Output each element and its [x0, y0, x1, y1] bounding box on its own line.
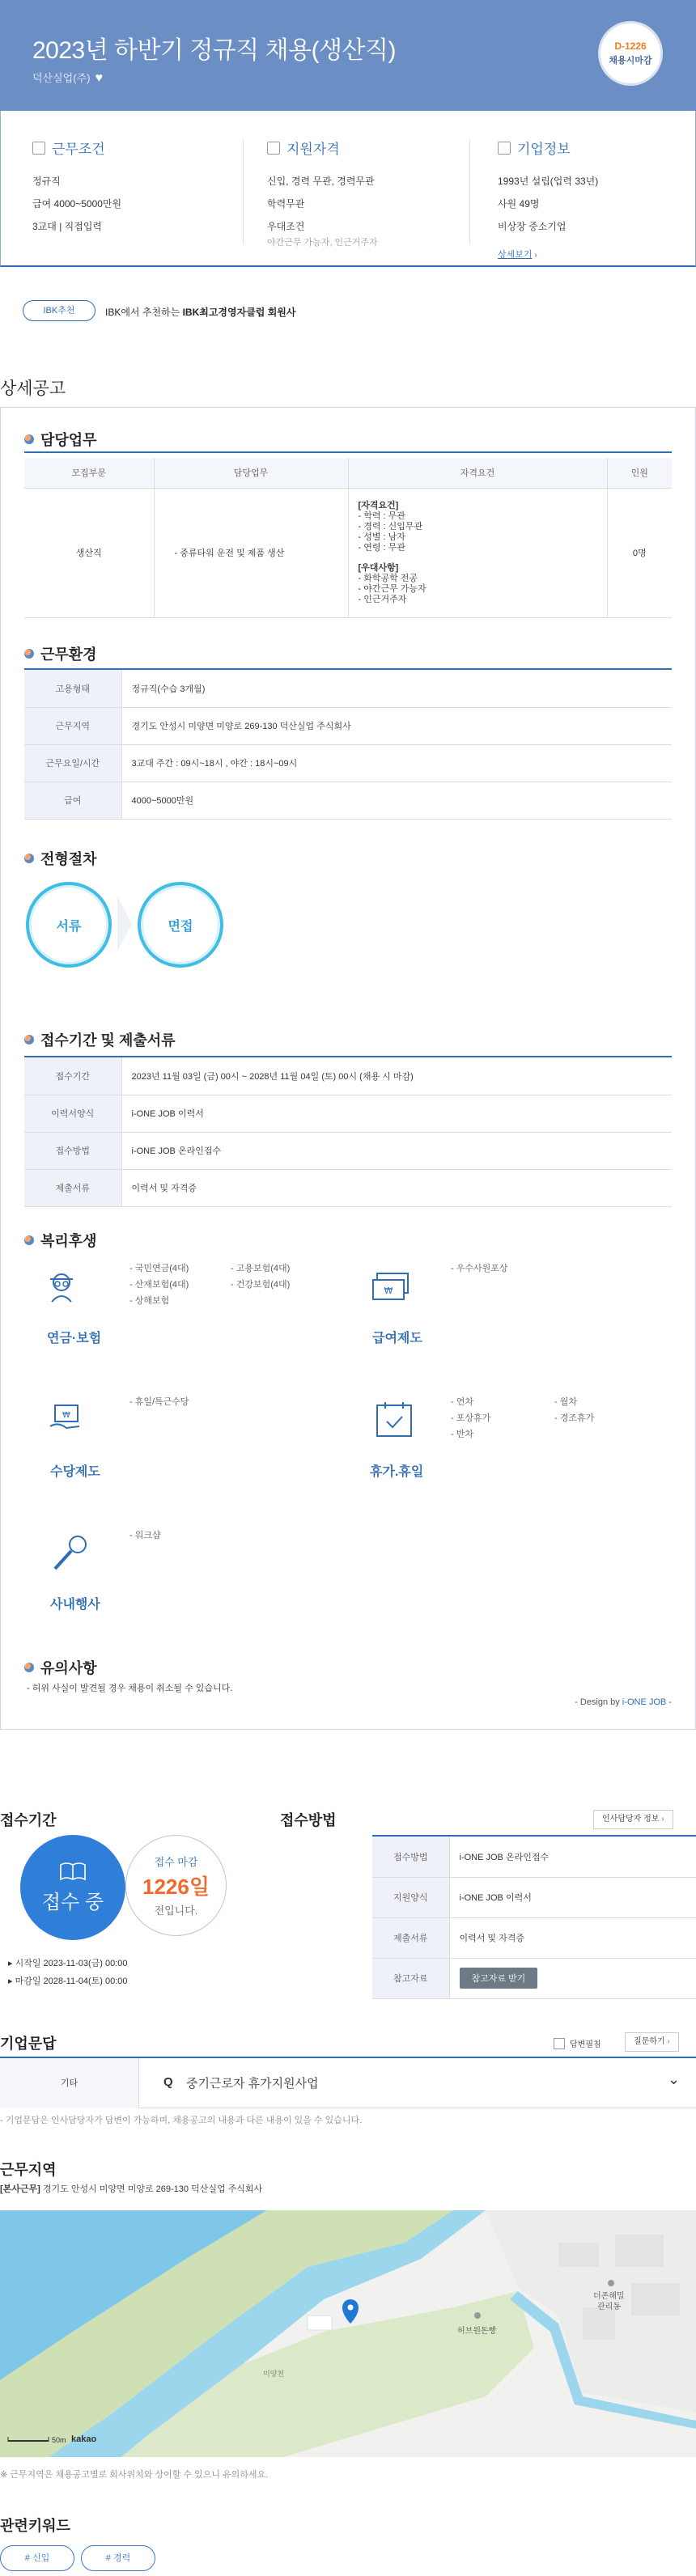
qa-title: 기업문답: [0, 2036, 57, 2052]
welfare-item: - 워크샵: [129, 1531, 161, 1540]
end-date: ▸ 마감일 2028-11-04(토) 00:00: [8, 1976, 128, 1986]
dday-label: 채용시마감: [609, 56, 652, 66]
checkbox[interactable]: [554, 2038, 565, 2049]
notice-text: - 허위 사실이 발견될 경우 채용이 취소될 수 있습니다.: [27, 1684, 233, 1693]
answered-label[interactable]: 답변필침: [570, 2040, 601, 2049]
map-label: 관리동: [597, 2303, 621, 2311]
table-row: [372, 1837, 696, 1877]
row-key: 제출서류: [372, 1917, 449, 1958]
row-key: 근무요일/시간: [24, 744, 121, 782]
welfare-list: [451, 1394, 490, 1443]
company-name-text[interactable]: 덕산실업(주): [32, 72, 91, 84]
chevron-right-icon[interactable]: ›: [667, 2037, 670, 2046]
col-header: 모집부문: [24, 458, 154, 488]
welfare-label: 사내행사: [50, 1598, 100, 1612]
welfare-item: - 연차: [451, 1397, 473, 1407]
welfare-item: - 반차: [451, 1430, 473, 1439]
map-label: 더존해밀: [593, 2292, 625, 2301]
summary-company-item: 1993년 설립(업력 33년): [498, 176, 599, 187]
summary-company-item: 사원 49명: [498, 198, 540, 210]
allowance-icon: [47, 1402, 86, 1438]
contact-button[interactable]: [593, 1810, 673, 1829]
welfare-list: [129, 1527, 161, 1544]
col-header: 담당업무: [154, 458, 348, 488]
divider: [469, 139, 470, 244]
row-key: 참고자료: [372, 1958, 449, 1998]
row-value: 이력서 및 자격증: [449, 1917, 696, 1958]
divider: [243, 139, 244, 244]
req-title: [자격요건]: [358, 500, 399, 511]
summary-qual-title: 지원자격: [286, 142, 340, 157]
table-row: [24, 1057, 672, 1095]
salary-icon: [371, 1270, 411, 1306]
row-value: i-ONE JOB 이력서: [449, 1877, 696, 1917]
company-detail-link[interactable]: 상세보기: [498, 250, 533, 260]
design-pre: - Design by: [575, 1697, 622, 1707]
summary-company-item: 비상장 중소기업: [498, 221, 567, 232]
bullet-icon: [24, 1035, 34, 1044]
duty-title: 담당업무: [40, 432, 97, 448]
apply-table: [24, 1057, 672, 1207]
keyword-tag[interactable]: # 경력: [81, 2545, 155, 2571]
row-key: 근무지역: [24, 707, 121, 744]
heart-icon[interactable]: ♥: [95, 71, 103, 85]
ibk-badge: IBK추천: [23, 300, 95, 321]
end-date-text: 마감일 2028-11-04(토) 00:00: [15, 1976, 128, 1986]
welfare-list: [129, 1394, 189, 1410]
summary-company-title: 기업정보: [517, 142, 571, 157]
ask-button-label[interactable]: 질문하기: [634, 2037, 665, 2046]
welfare-label: 급여제도: [372, 1332, 422, 1345]
welfare-item: - 건강보험(4대): [231, 1280, 291, 1290]
pref-item: - 화학공학 전공: [358, 573, 418, 583]
keyword-tag[interactable]: # 신입: [0, 2545, 74, 2571]
welfare-item: - 산재보험(4대): [129, 1280, 189, 1290]
welfare-list: [451, 1260, 507, 1277]
address-text: 경기도 안성시 미양면 미양로 269-130 덕산실업 주식회사: [42, 2184, 263, 2194]
welfare-heading: [24, 1230, 97, 1251]
status-text: 접수 중: [41, 1891, 104, 1913]
address: [0, 2182, 262, 2195]
table-row: [24, 488, 672, 617]
answered-filter[interactable]: [554, 2037, 601, 2049]
welfare-item: - 포상휴가: [451, 1413, 491, 1423]
ask-button[interactable]: [625, 2032, 679, 2052]
bullet-icon: [24, 434, 34, 444]
welfare-item: - 우수사원포상: [451, 1264, 508, 1273]
row-key: 지원양식: [372, 1877, 449, 1917]
welfare-list: [129, 1260, 189, 1309]
pref-item: - 야간근무 가능자: [358, 583, 427, 594]
pref-item: - 인근거주자: [358, 594, 407, 604]
table-row: [24, 1132, 672, 1169]
book-icon: [59, 1862, 87, 1881]
row-value: 정규직(수습 3개월): [121, 670, 672, 707]
table-row: [24, 707, 672, 744]
map-label: 허브원돈빵: [457, 2327, 497, 2336]
ibk-text-pre: IBK에서 추천하는: [105, 307, 183, 318]
qa-question[interactable]: 중기근로자 휴가지원사업: [186, 2077, 319, 2091]
start-date-text: 시작일 2023-11-03(금) 00:00: [15, 1959, 128, 1968]
design-brand: i-ONE JOB: [622, 1697, 667, 1707]
welfare-label: 연금·보험: [47, 1332, 102, 1345]
table-row: [24, 670, 672, 707]
period-title: 접수기간: [0, 1812, 57, 1828]
col-header: 자격요건: [348, 458, 607, 488]
env-title: 근무환경: [40, 646, 97, 663]
location-title: 근무지역: [0, 2162, 57, 2178]
row-key: 제출서류: [24, 1169, 121, 1206]
arrow-icon: [117, 896, 132, 951]
ibk-text-bold: IBK최고경영자클럽 회원사: [182, 307, 296, 318]
address-tag: [본사근무]: [0, 2184, 40, 2194]
welfare-label: 수당제도: [50, 1465, 100, 1479]
summary-qual-sub: 야간근무 가능자, 인근거주자: [267, 238, 378, 248]
chevron-right-icon[interactable]: ›: [532, 251, 537, 260]
req-item: - 성별 : 남자: [358, 532, 405, 542]
welfare-item: - 경조휴가: [554, 1413, 595, 1423]
pref-title: [우대사항]: [358, 562, 399, 573]
summary-work-item: 급여 4000~5000만원: [32, 198, 122, 210]
method-table: [372, 1837, 696, 1999]
row-key: 접수기간: [24, 1057, 121, 1095]
row-key: 접수방법: [372, 1837, 449, 1877]
row-value: i-ONE JOB 온라인접수: [449, 1837, 696, 1877]
map[interactable]: [0, 2210, 696, 2457]
ibk-text: [105, 305, 295, 319]
method-title: 접수방법: [280, 1812, 337, 1828]
design-post: -: [666, 1697, 672, 1707]
chevron-right-icon[interactable]: ›: [661, 1815, 664, 1824]
remain-label: 접수 마감: [154, 1856, 198, 1868]
dday-badge: [598, 21, 663, 86]
company-name[interactable]: [32, 70, 103, 86]
summary-qual-item: 학력무관: [267, 198, 305, 210]
summary-qual-item: 우대조건: [267, 221, 305, 232]
remain-circle: [125, 1835, 227, 1936]
duty-count: 0명: [607, 488, 672, 617]
welfare-list: [231, 1260, 290, 1293]
apply-heading: [24, 1029, 176, 1050]
design-credit: [575, 1697, 672, 1707]
duty-dept: 생산직: [24, 488, 154, 617]
svg-text:₩: ₩: [62, 1411, 70, 1420]
map-label: 미양천: [263, 2370, 285, 2378]
duty-task: - 중류타워 운전 및 제품 생산: [154, 488, 348, 617]
document-icon: [267, 142, 280, 155]
contact-button-label[interactable]: 인사담당자 정보: [602, 1815, 660, 1824]
row-key: 접수방법: [24, 1132, 121, 1169]
microphone-icon: [49, 1533, 89, 1577]
welfare-item: - 월차: [554, 1397, 577, 1407]
welfare-item: - 휴일/특근수당: [129, 1397, 189, 1407]
row-key: 급여: [24, 782, 121, 819]
divider: [24, 451, 672, 453]
req-item: - 학력 : 무관: [358, 511, 405, 521]
row-key: 고용형태: [24, 670, 121, 707]
location-note: ※ 근무지역은 채용공고별로 회사위치와 상이할 수 있으니 유의하세요.: [0, 2470, 269, 2480]
status-circle: [20, 1835, 125, 1940]
process-step: 서류: [26, 882, 112, 968]
svg-text:₩: ₩: [384, 1286, 393, 1296]
col-header: 인원: [607, 458, 672, 488]
summary-work: [32, 138, 121, 242]
remain-post: 전입니다.: [154, 1904, 198, 1917]
flag-icon: [32, 142, 45, 155]
row-value: 경기도 안성시 미양면 미양로 269-130 덕산실업 주식회사: [121, 707, 672, 744]
notice-heading: [24, 1657, 97, 1678]
summary-qual: [267, 138, 378, 257]
process-title: 전형절차: [40, 851, 97, 867]
table-row: [372, 1877, 696, 1917]
welfare-title: 복리후생: [40, 1233, 97, 1249]
qa-row[interactable]: [0, 2057, 696, 2108]
map-scale: 50m: [52, 2436, 66, 2444]
table-row: [24, 1095, 672, 1132]
welfare-item: - 국민연금(4대): [129, 1264, 189, 1273]
chevron-down-icon[interactable]: ⌄: [668, 2071, 681, 2087]
qa-q-mark: Q: [163, 2075, 173, 2089]
map-canvas[interactable]: [0, 2210, 696, 2457]
table-row: [24, 744, 672, 782]
calendar-icon: [374, 1400, 414, 1439]
building-icon: [498, 142, 511, 155]
bullet-icon: [24, 854, 34, 863]
row-value: i-ONE JOB 이력서: [121, 1095, 672, 1132]
env-heading: [24, 643, 97, 664]
row-value: 2023년 11월 03일 (금) 00시 ~ 2028년 11월 04일 (토) 00시 (채용 시 마감): [121, 1057, 672, 1095]
req-item: - 경력 : 신입무관: [358, 521, 423, 532]
job-title: 2023년 하반기 정규직 채용(생산직): [32, 37, 396, 64]
welfare-item: - 고용보험(4대): [231, 1264, 291, 1273]
keywords-title: 관련키워드: [0, 2518, 70, 2534]
bullet-icon: [24, 1235, 34, 1245]
row-value: 3교대 주간 : 09시~18시 , 야간 : 18시~09시: [121, 744, 672, 782]
row-value: 이력서 및 자격증: [121, 1169, 672, 1206]
dday-count: D-1226: [614, 40, 647, 52]
env-table: [24, 670, 672, 820]
duty-table: [24, 458, 672, 618]
period-dates: [8, 1955, 128, 1990]
table-row: [372, 1917, 696, 1958]
start-date: ▸ 시작일 2023-11-03(금) 00:00: [8, 1959, 128, 1968]
summary-work-item: 정규직: [32, 176, 61, 187]
bullet-icon: [24, 649, 34, 659]
table-row: [24, 782, 672, 819]
pension-icon: [42, 1266, 81, 1305]
summary-work-title: 근무조건: [52, 142, 105, 157]
duty-heading: [24, 429, 97, 450]
req-item: - 연령 : 무관: [358, 542, 405, 553]
process-step: 면접: [138, 882, 223, 968]
bullet-icon: [24, 1663, 34, 1672]
welfare-label: 휴가.휴일: [370, 1465, 424, 1479]
apply-title: 접수기간 및 제출서류: [40, 1032, 176, 1049]
table-row: [372, 1958, 696, 1998]
summary-qual-item: 신입, 경력 무관, 경력무관: [267, 176, 375, 187]
detail-title: 상세공고: [0, 379, 66, 398]
welfare-item: - 상해보험: [129, 1296, 170, 1306]
qa-note: - 기업문답은 인사담당자가 답변이 가능하며, 채용공고의 내용과 다른 내용이 있을 수 있습니다.: [0, 2116, 363, 2125]
remain-days: 1226일: [142, 1875, 210, 1899]
welfare-list: [554, 1394, 594, 1426]
summary-work-item: 3교대 | 직접입력: [32, 221, 103, 232]
kakao-logo: kakao: [71, 2434, 97, 2444]
notice-title: 유의사항: [40, 1660, 97, 1676]
summary-company: [498, 138, 598, 269]
qa-category: 기타: [0, 2058, 139, 2108]
table-row: [24, 1169, 672, 1206]
download-button[interactable]: 참고자료 받기: [460, 1968, 538, 1989]
row-value: 4000~5000만원: [121, 782, 672, 819]
row-value: i-ONE JOB 온라인접수: [121, 1132, 672, 1169]
row-key: 이력서양식: [24, 1095, 121, 1132]
process-heading: [24, 848, 97, 869]
